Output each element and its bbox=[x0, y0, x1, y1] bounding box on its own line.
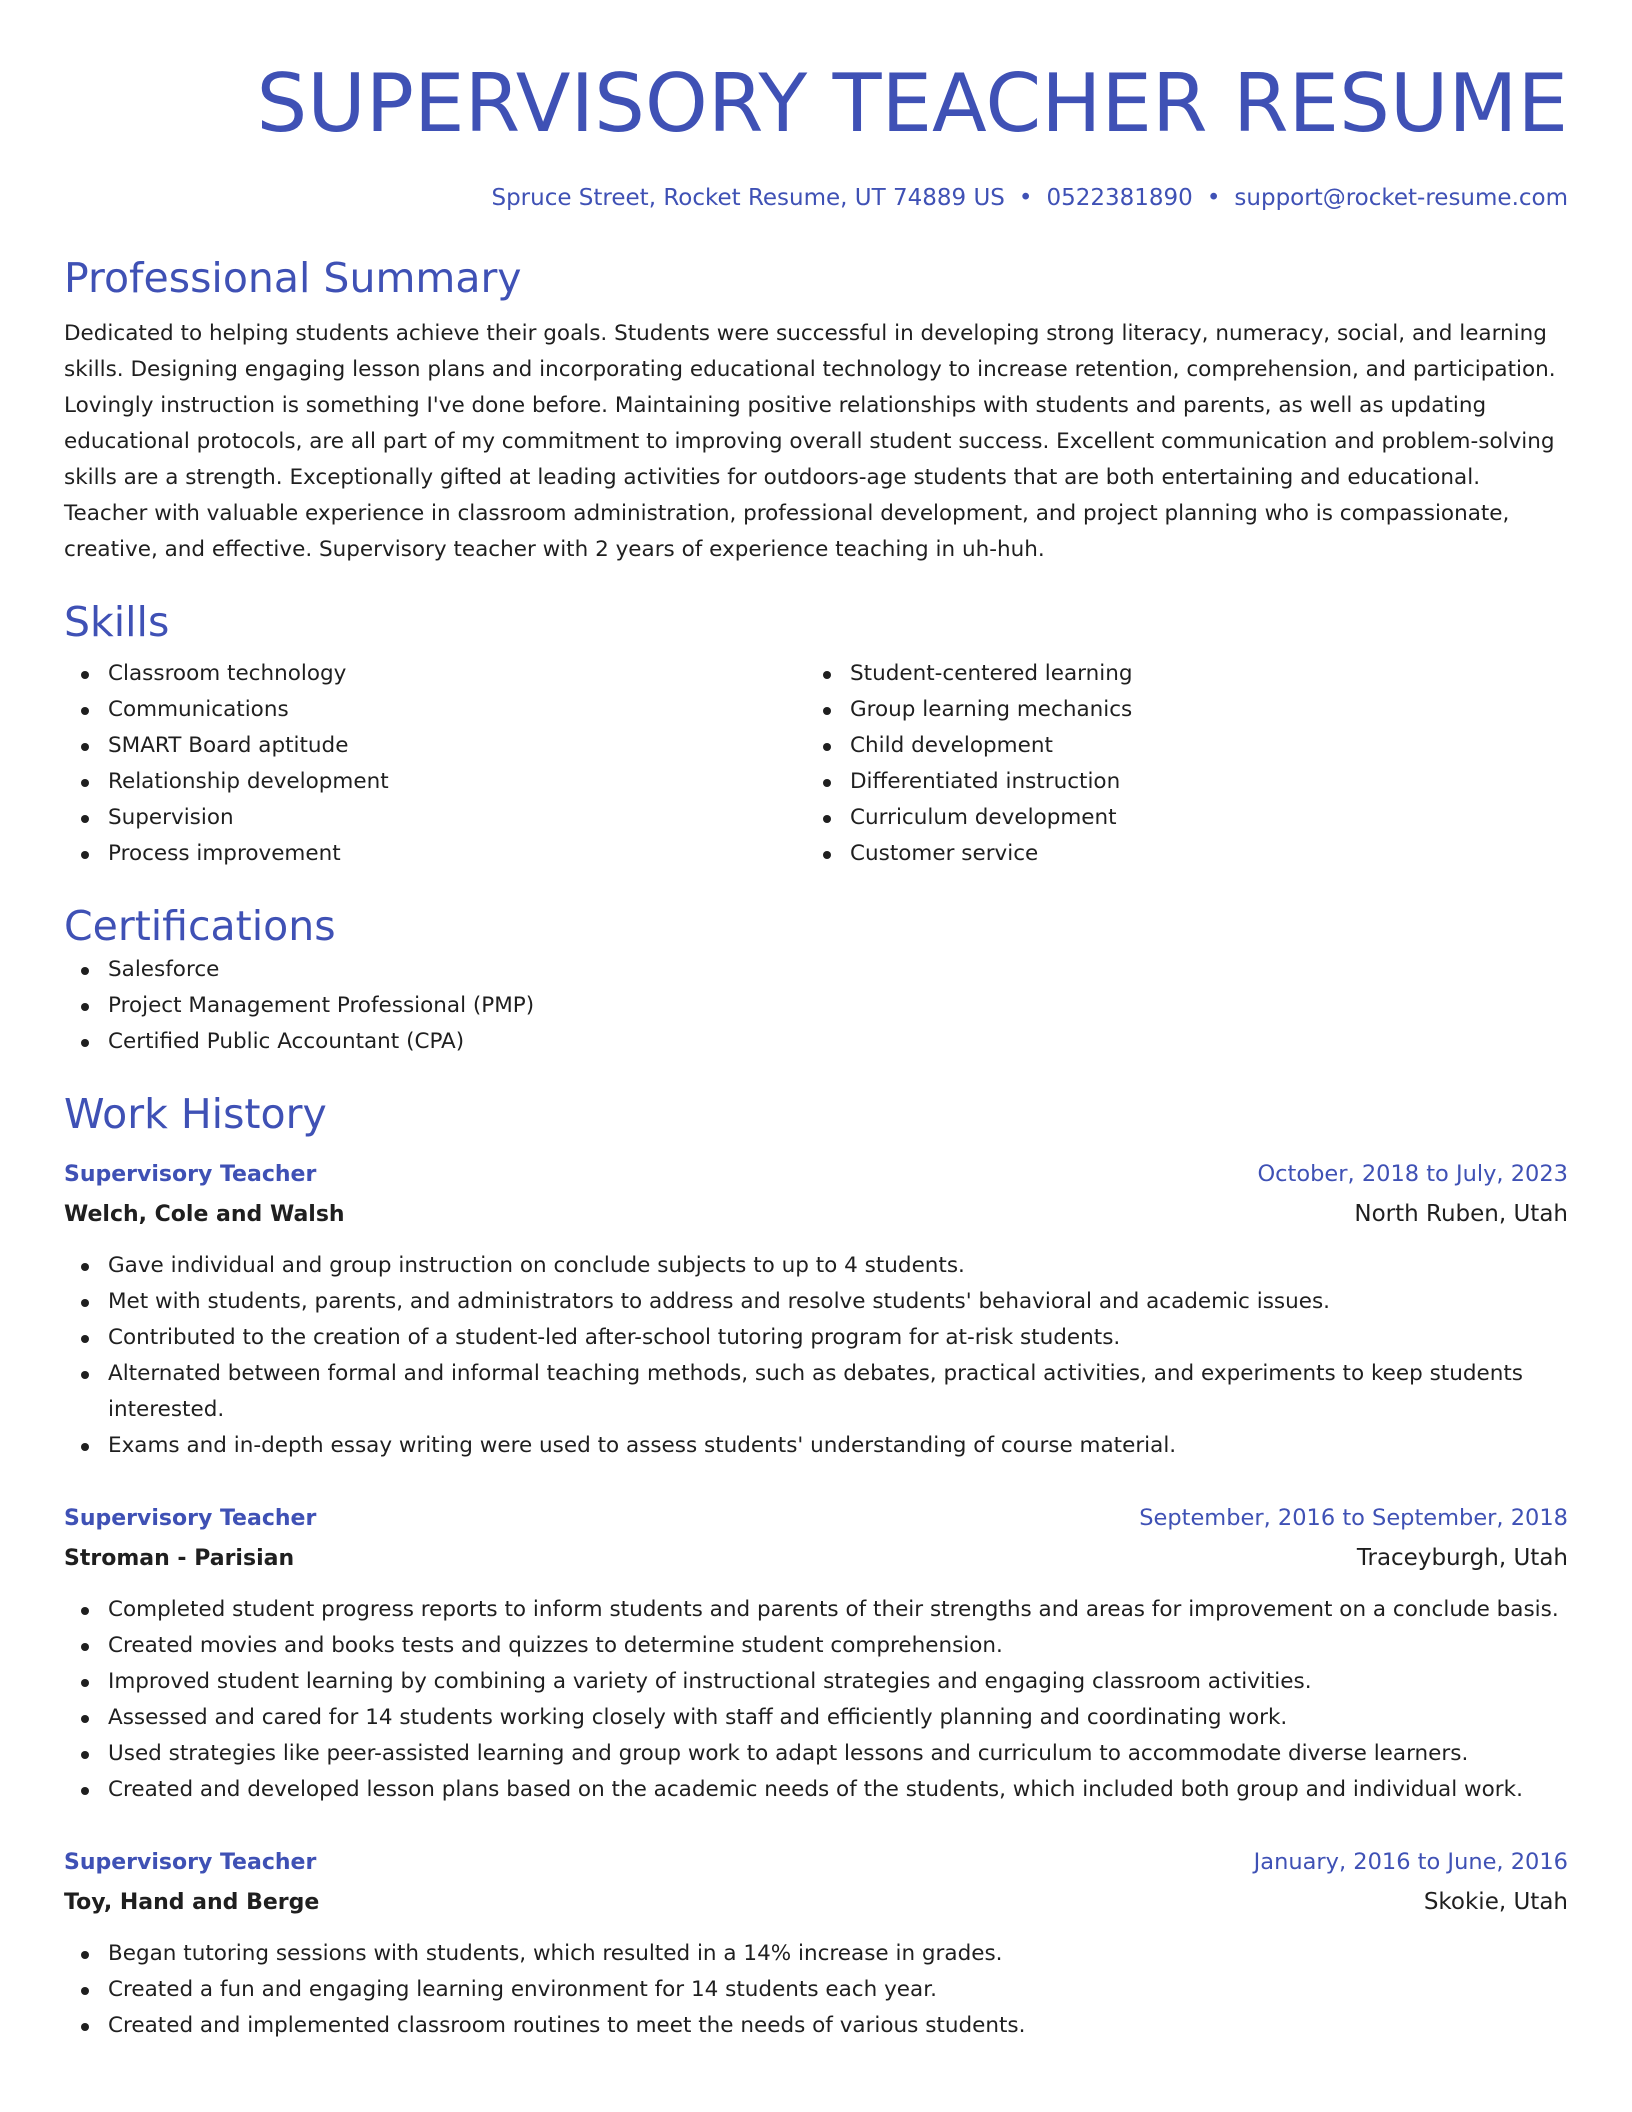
job-dates: January, 2016 to June, 2016 bbox=[1253, 1849, 1568, 1875]
job-employer-row bbox=[64, 1539, 1568, 1578]
job-duty-item: Created a fun and engaging learning environment for 14 students each year. bbox=[64, 1972, 1568, 2008]
job-duty-item: Created movies and books tests and quizzes to determine student comprehension. bbox=[64, 1628, 1568, 1664]
skill-item: Curriculum development bbox=[806, 800, 1548, 836]
job-duty-item: Met with students, parents, and administrators to address and resolve students' behavioral and academic issues. bbox=[64, 1284, 1568, 1320]
skill-item: Process improvement bbox=[64, 836, 806, 872]
job-duties-list bbox=[64, 1592, 1568, 1808]
section-title-work-history: Work History bbox=[64, 1090, 327, 1138]
skills-list bbox=[64, 656, 1568, 872]
job-location: Skokie, Utah bbox=[1423, 1889, 1568, 1915]
job-title: Supervisory Teacher bbox=[64, 1506, 317, 1531]
summary-paragraph: Dedicated to helping students achieve their goals. Students were successful in developing strong literacy, numeracy, social, and learning skills. Designing engaging lesson plans and incorporating educational technology to increase retention, comprehension, and participation. Lovingly instruction is something I've done before. Maintaining positive relationships with students and parents, as well as updating educational protocols, are all part of my commitment to improving overall student success. Excellent communication and problem-solving skills are a strength. Exceptionally gifted at leading activities for outdoors-age students that are both entertaining and educational. Teacher with valuable experience in classroom administration, professional development, and project planning who is compassionate, creative, and effective. Supervisory teacher with 2 years of experience teaching in uh-huh. bbox=[64, 321, 1556, 562]
skill-item: Supervision bbox=[64, 800, 806, 836]
skill-item: Student-centered learning bbox=[806, 656, 1548, 692]
section-title-certifications: Certifications bbox=[64, 902, 336, 950]
job-duty-item: Used strategies like peer-assisted learning and group work to adapt lessons and curriculum to accommodate diverse learners. bbox=[64, 1736, 1568, 1772]
job-entry bbox=[64, 1498, 1568, 1808]
job-duty-item: Gave individual and group instruction on conclude subjects to up to 4 students. bbox=[64, 1248, 1568, 1284]
skill-item: Relationship development bbox=[64, 764, 806, 800]
job-header-row bbox=[64, 1842, 1568, 1883]
separator-dot: • bbox=[1206, 185, 1221, 211]
job-employer-row bbox=[64, 1195, 1568, 1234]
job-duty-item: Contributed to the creation of a student-led after-school tutoring program for at-risk students. bbox=[64, 1320, 1568, 1356]
skill-item: Customer service bbox=[806, 836, 1548, 872]
job-duties-list bbox=[64, 1936, 1568, 2044]
job-title: Supervisory Teacher bbox=[64, 1850, 317, 1875]
phone-text: 0522381890 bbox=[1046, 185, 1193, 211]
job-duty-item: Completed student progress reports to inform students and parents of their strengths and areas for improvement on a conclude basis. bbox=[64, 1592, 1568, 1628]
skill-item: Differentiated instruction bbox=[806, 764, 1548, 800]
job-company: Stroman - Parisian bbox=[64, 1546, 295, 1571]
job-duty-item: Began tutoring sessions with students, which resulted in a 14% increase in grades. bbox=[64, 1936, 1568, 1972]
job-duty-item: Exams and in-depth essay writing were used to assess students' understanding of course material. bbox=[64, 1428, 1568, 1464]
address-text: Spruce Street, Rocket Resume, UT 74889 US bbox=[491, 185, 1005, 211]
skill-item: Child development bbox=[806, 728, 1548, 764]
job-dates: October, 2018 to July, 2023 bbox=[1257, 1161, 1568, 1187]
job-duty-item: Improved student learning by combining a variety of instructional strategies and engaging classroom activities. bbox=[64, 1664, 1568, 1700]
job-duties-list bbox=[64, 1248, 1568, 1464]
certification-item: Project Management Professional (PMP) bbox=[64, 988, 1568, 1024]
job-duty-item: Assessed and cared for 14 students working closely with staff and efficiently planning and coordinating work. bbox=[64, 1700, 1568, 1736]
job-title: Supervisory Teacher bbox=[64, 1162, 317, 1187]
job-company: Welch, Cole and Walsh bbox=[64, 1202, 345, 1227]
job-duty-item: Created and implemented classroom routines to meet the needs of various students. bbox=[64, 2008, 1568, 2044]
skill-item: Communications bbox=[64, 692, 806, 728]
job-company: Toy, Hand and Berge bbox=[64, 1890, 320, 1915]
certifications-list bbox=[64, 952, 1568, 1060]
job-header-row bbox=[64, 1498, 1568, 1539]
job-duty-item: Alternated between formal and informal teaching methods, such as debates, practical activities, and experiments to keep students interested. bbox=[64, 1356, 1568, 1428]
separator-dot: • bbox=[1018, 185, 1033, 211]
contact-line bbox=[64, 182, 1568, 214]
skill-item: Classroom technology bbox=[64, 656, 806, 692]
job-location: North Ruben, Utah bbox=[1354, 1201, 1568, 1227]
job-employer-row bbox=[64, 1883, 1568, 1922]
resume-page bbox=[64, 0, 1568, 2044]
resume-title: SUPERVISORY TEACHER RESUME bbox=[256, 57, 1568, 150]
job-entry bbox=[64, 1842, 1568, 2044]
job-duty-item: Created and developed lesson plans based on the academic needs of the students, which included both group and individual work. bbox=[64, 1772, 1568, 1808]
skill-item: Group learning mechanics bbox=[806, 692, 1548, 728]
certification-item: Salesforce bbox=[64, 952, 1568, 988]
section-title-skills: Skills bbox=[64, 598, 170, 646]
job-entry bbox=[64, 1154, 1568, 1464]
skills-column-left bbox=[64, 656, 806, 872]
certification-item: Certified Public Accountant (CPA) bbox=[64, 1024, 1568, 1060]
email-link[interactable]: support@rocket-resume.com bbox=[1234, 185, 1568, 211]
skills-column-right bbox=[806, 656, 1548, 872]
job-dates: September, 2016 to September, 2018 bbox=[1139, 1505, 1568, 1531]
job-header-row bbox=[64, 1154, 1568, 1195]
job-location: Traceyburgh, Utah bbox=[1356, 1545, 1568, 1571]
skill-item: SMART Board aptitude bbox=[64, 728, 806, 764]
section-title-professional-summary: Professional Summary bbox=[64, 254, 522, 302]
